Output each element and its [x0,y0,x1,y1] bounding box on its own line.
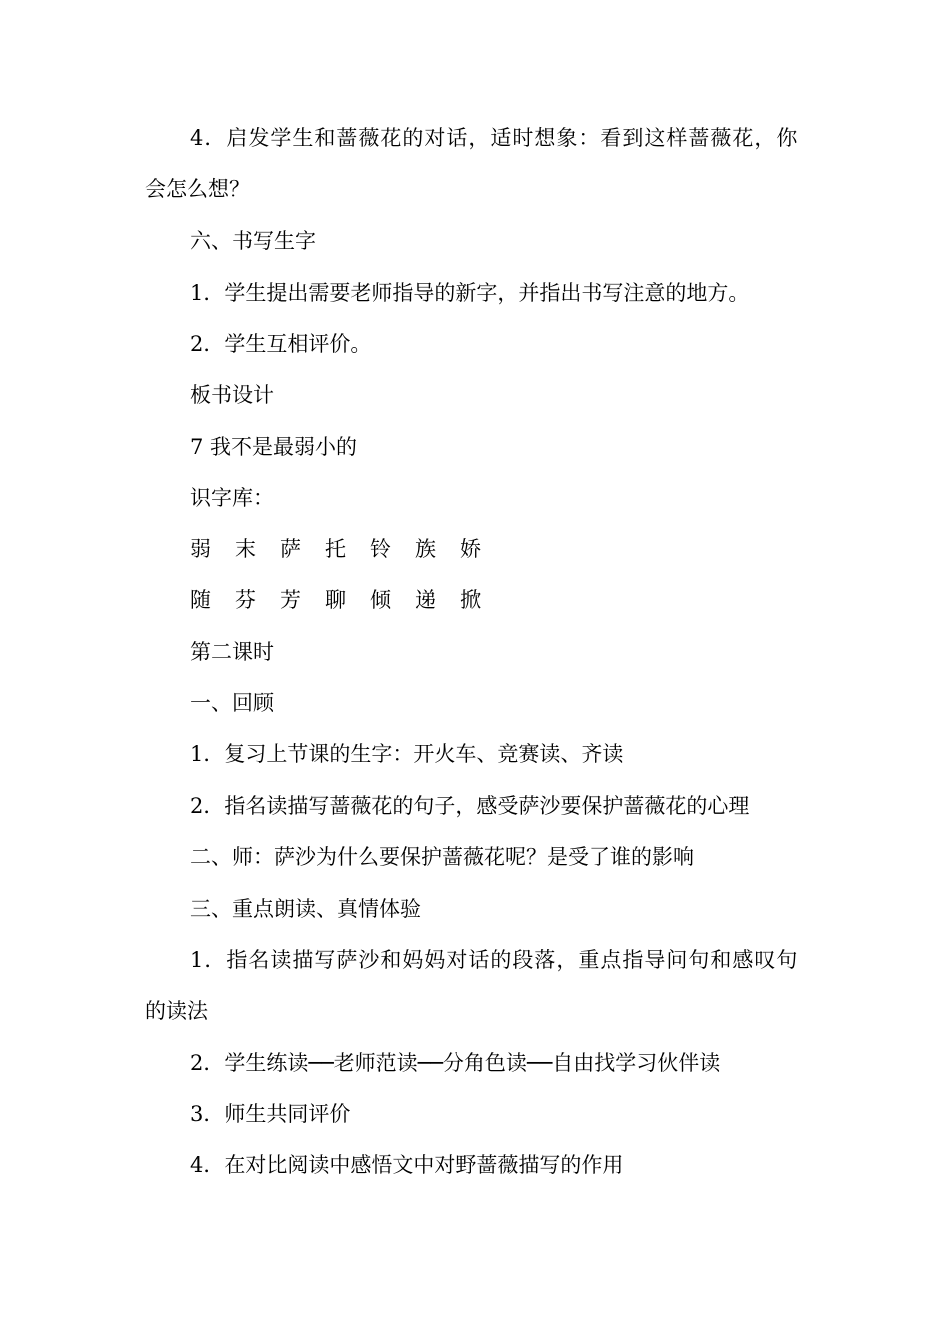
paragraph-line: 二、师：萨沙为什么要保护蔷薇花呢？是受了谁的影响 [190,845,694,869]
character: 随 [190,588,211,612]
character: 芳 [280,588,301,612]
character: 族 [415,537,436,561]
paragraph-line: 1．复习上节课的生字：开火车、竞赛读、齐读 [190,742,624,766]
paragraph-line: 1．学生提出需要老师指导的新字，并指出书写注意的地方。 [190,281,750,305]
paragraph-line: 4．启发学生和蔷薇花的对话，适时想象：看到这样蔷薇花，你 [190,126,799,150]
section-heading: 三、重点朗读、真情体验 [190,897,421,921]
paragraph-line: 会怎么想？ [145,177,250,201]
character: 芬 [235,588,256,612]
section-heading: 第二课时 [190,640,274,664]
paragraph-line: 4．在对比阅读中感悟文中对野蔷薇描写的作用 [190,1153,624,1177]
character: 铃 [370,537,391,561]
character: 萨 [280,537,301,561]
paragraph-line: 2．指名读描写蔷薇花的句子，感受萨沙要保护蔷薇花的心理 [190,794,750,818]
character: 末 [235,537,256,561]
section-heading: 六、书写生字 [190,229,316,253]
character: 弱 [190,537,211,561]
character: 递 [415,588,436,612]
character: 聊 [325,588,346,612]
paragraph-line: 2．学生互相评价。 [190,332,372,356]
character: 掀 [460,588,481,612]
character: 托 [325,537,346,561]
character: 倾 [370,588,391,612]
character-row-1 [190,534,505,564]
paragraph-line: 2．学生练读──老师范读──分角色读──自由找学习伙伴读 [190,1051,721,1075]
character-row-2 [190,585,505,615]
paragraph-line: 1．指名读描写萨沙和妈妈对话的段落，重点指导问句和感叹句 [190,948,799,972]
paragraph-line: 的读法 [145,999,208,1023]
board-title: 7 我不是最弱小的 [190,435,358,459]
paragraph-line: 3．师生共同评价 [190,1102,351,1126]
section-heading: 板书设计 [190,383,274,407]
word-bank-label: 识字库： [190,486,274,510]
section-heading: 一、回顾 [190,691,274,715]
character: 娇 [460,537,481,561]
